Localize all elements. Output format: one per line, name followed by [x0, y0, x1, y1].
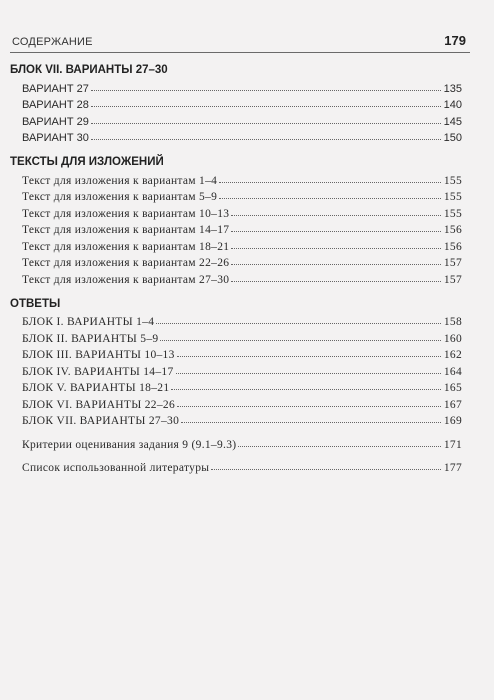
page-number: 179	[444, 33, 466, 48]
dot-leader	[91, 90, 441, 91]
toc-entry	[10, 394, 462, 411]
toc-entry	[10, 328, 462, 345]
entry-page: 164	[443, 365, 462, 378]
dot-leader	[231, 264, 441, 265]
toc-entry	[10, 203, 462, 220]
toc-entry	[10, 95, 462, 112]
entry-label: Текст для изложения к вариантам 27–30	[22, 273, 230, 286]
dot-leader	[181, 422, 441, 423]
toc-entry	[10, 236, 462, 253]
dot-leader	[156, 323, 441, 324]
entry-label: Текст для изложения к вариантам 22–26	[22, 257, 230, 269]
entry-label: БЛОК VI. ВАРИАНТЫ 22–26	[22, 398, 175, 411]
toc-entry	[10, 361, 462, 378]
toc-entry	[10, 253, 462, 270]
entry-page: 162	[443, 349, 462, 361]
entry-page: 160	[443, 332, 462, 345]
dot-leader	[177, 356, 441, 357]
entry-label: Текст для изложения к вариантам 10–13	[22, 207, 230, 220]
toc-entry	[10, 128, 462, 145]
entry-page: 158	[443, 316, 462, 328]
toc-entry	[10, 220, 462, 237]
dot-leader	[91, 123, 441, 124]
entry-label: БЛОК V. ВАРИАНТЫ 18–21	[22, 382, 170, 394]
entry-page: 145	[443, 115, 462, 128]
entry-label: ВАРИАНТ 28	[22, 99, 89, 111]
dot-leader	[176, 373, 441, 374]
entry-label: Текст для изложения к вариантам 14–17	[22, 224, 230, 236]
toc-section-texts	[10, 154, 462, 286]
entry-label: Текст для изложения к вариантам 1–4	[22, 174, 218, 187]
dot-leader	[231, 231, 441, 232]
entry-page: 157	[443, 257, 462, 269]
section-heading: БЛОК VII. ВАРИАНТЫ 27–30	[10, 64, 168, 76]
entry-page: 171	[443, 438, 462, 451]
dot-leader	[231, 281, 441, 282]
dot-leader	[160, 340, 441, 341]
toc-entry	[10, 269, 462, 286]
entry-label: БЛОК IV. ВАРИАНТЫ 14–17	[22, 365, 174, 378]
running-header-title: СОДЕРЖАНИЕ	[12, 36, 93, 48]
toc-entry-references	[10, 458, 462, 475]
toc-entry	[10, 378, 462, 395]
running-header	[10, 30, 470, 53]
entry-label: БЛОК III. ВАРИАНТЫ 10–13	[22, 349, 175, 361]
entry-page: 155	[443, 174, 462, 187]
toc-entry	[10, 345, 462, 362]
entry-page: 167	[443, 398, 462, 411]
toc-entry	[10, 187, 462, 204]
entry-label: Текст для изложения к вариантам 5–9	[22, 191, 218, 203]
section-heading: ТЕКСТЫ ДЛЯ ИЗЛОЖЕНИЙ	[10, 156, 164, 168]
dot-leader	[177, 406, 441, 407]
entry-label: Критерии оценивания задания 9 (9.1–9.3)	[22, 438, 237, 451]
entry-label: ВАРИАНТ 29	[22, 115, 89, 128]
entry-page: 155	[443, 207, 462, 220]
toc-entry	[10, 78, 462, 95]
dot-leader	[238, 446, 441, 447]
entry-page: 177	[443, 462, 462, 474]
entry-label: ВАРИАНТ 30	[22, 132, 89, 144]
section-heading: ОТВЕТЫ	[10, 297, 61, 310]
dot-leader	[231, 248, 441, 249]
toc-entry	[10, 411, 462, 428]
dot-leader	[231, 215, 441, 216]
dot-leader	[211, 469, 441, 470]
entry-page: 156	[443, 224, 462, 236]
entry-label: БЛОК II. ВАРИАНТЫ 5–9	[22, 332, 159, 345]
dot-leader	[219, 182, 441, 183]
entry-page: 155	[443, 191, 462, 203]
table-of-contents	[10, 62, 462, 474]
entry-label: Список использованной литературы	[22, 462, 210, 474]
entry-label: БЛОК I. ВАРИАНТЫ 1–4	[22, 316, 155, 328]
entry-page: 150	[443, 132, 462, 144]
entry-label: БЛОК VII. ВАРИАНТЫ 27–30	[22, 415, 180, 427]
entry-page: 165	[443, 382, 462, 394]
toc-entry	[10, 312, 462, 329]
toc-section-answers	[10, 296, 462, 428]
dot-leader	[91, 139, 441, 140]
entry-page: 169	[443, 415, 462, 427]
toc-section-block-vii	[10, 62, 462, 144]
entry-page: 140	[443, 99, 462, 111]
entry-label: ВАРИАНТ 27	[22, 82, 89, 95]
toc-entry	[10, 170, 462, 187]
entry-page: 135	[443, 82, 462, 95]
entry-page: 157	[443, 273, 462, 286]
dot-leader	[91, 106, 441, 107]
toc-entry	[10, 111, 462, 128]
dot-leader	[171, 389, 441, 390]
dot-leader	[219, 198, 441, 199]
toc-entry-criteria	[10, 434, 462, 451]
entry-label: Текст для изложения к вариантам 18–21	[22, 240, 230, 253]
entry-page: 156	[443, 240, 462, 253]
